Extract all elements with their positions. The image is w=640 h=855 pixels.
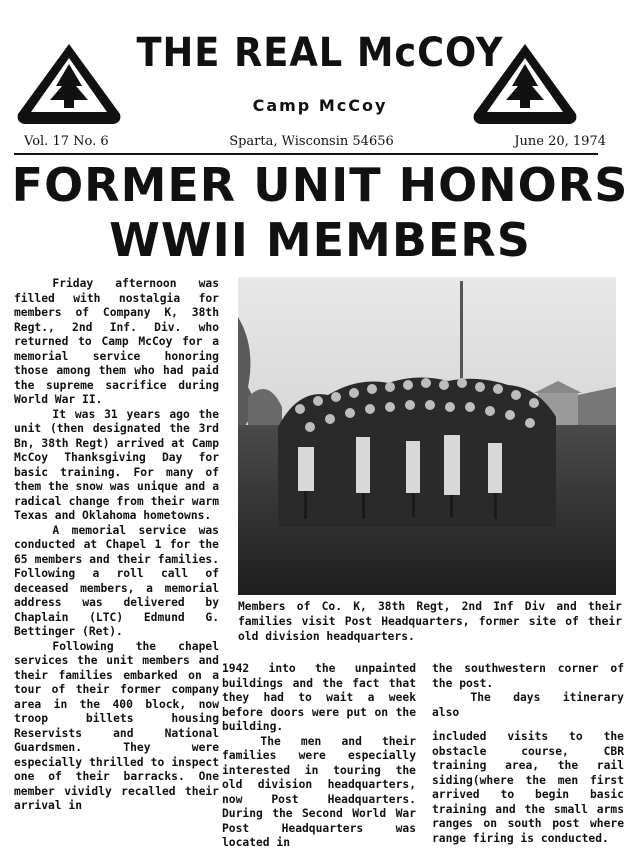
paragraph: Following the chapel services the unit members and their families embarked on a tour of their former company area in the 400 block, now troop billets housing Reservists and National Guardsmen. They were especially thrilled to inspect one of their barracks. One member vividly recalled their arrival in	[14, 639, 219, 812]
paragraph: A memorial service was conducted at Chapel 1 for the 65 members and their families. Following a roll call of deceased members, a memorial address was delivered by Chaplain (LTC) Edmund G. Bettinger (Ret).	[14, 523, 219, 638]
article-column-3	[432, 662, 624, 846]
article-column-2	[222, 662, 416, 851]
paragraph: included visits to the obstacle course, CBR training area, the rail siding(where the men first arrived to begin basic training and the small arms ranges on south post where range firing is conducted.	[432, 730, 624, 845]
photo-caption: Members of Co. K, 38th Regt, 2nd Inf Div and their families visit Post Headquarters, former site of their old division headquarters.	[238, 600, 622, 643]
masthead-title: THE REAL McCOY	[136, 30, 504, 76]
issue-info-bar	[24, 134, 606, 150]
masthead-subtitle: Camp McCoy	[252, 96, 388, 115]
paragraph: The men and their families were especially interested in touring the old division headquarters, now Post Headquarters. During the Second World War Post Headquarters was located in	[222, 734, 416, 849]
dateline-location: Sparta, Wisconsin 54656	[229, 134, 394, 149]
issue-date: June 20, 1974	[514, 134, 606, 149]
headline-line-2: WWII MEMBERS	[109, 213, 531, 267]
paragraph: 1942 into the unpainted buildings and the fact that they had to wait a week before doors were put on the building.	[222, 662, 416, 733]
volume-number: Vol. 17 No. 6	[24, 134, 109, 149]
article-column-1	[14, 277, 219, 814]
group-photo	[238, 277, 616, 595]
paragraph: the southwestern corner of the post.	[432, 662, 624, 690]
paragraph: It was 31 years ago the unit (then designated the 3rd Bn, 38th Regt) arrived at Camp McCoy Thanksgiving Day for basic training. For many of them the snow was unique and a radical change from their warm Texas and Oklahoma hometowns.	[14, 407, 219, 522]
masthead-divider	[14, 153, 598, 155]
headline-line-1: FORMER UNIT HONORS	[11, 158, 629, 212]
paragraph: The days itinerary also	[432, 691, 624, 719]
paragraph: Friday afternoon was filled with nostalgia for members of Company K, 38th Regt., 2nd Inf. Div. who returned to Camp McCoy for a memorial service honoring those among them who had paid the supreme sacrifice during World War II.	[14, 277, 219, 406]
